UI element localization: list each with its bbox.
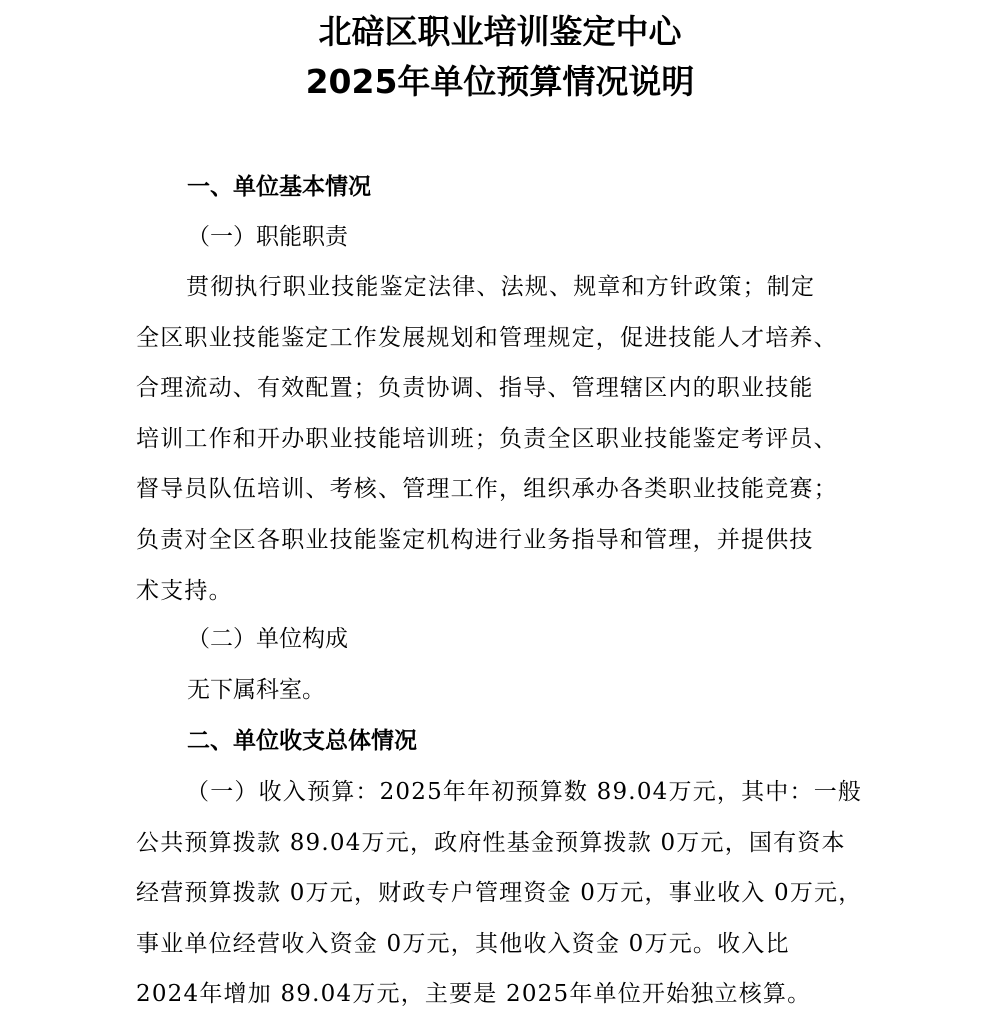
paragraph-line: 全区职业技能鉴定工作发展规划和管理规定，促进技能人才培养、 [136, 324, 838, 351]
paragraph-line: （一）收入预算：2025年年初预算数 89.04万元，其中：一般 [186, 779, 863, 805]
paragraph-line: 合理流动、有效配置；负责协调、指导、管理辖区内的职业技能 [136, 375, 814, 402]
paragraph-line: 事业单位经营收入资金 0万元，其他收入资金 0万元。收入比 [136, 930, 790, 957]
paragraph-line: 负责对全区各职业技能鉴定机构进行业务指导和管理，并提供技 [136, 526, 814, 553]
section1-sub2-text: 无下属科室。 [187, 677, 325, 703]
section1-sub2-heading: （二）单位构成 [187, 626, 348, 652]
paragraph-line: 经营预算拨款 0万元，财政专户管理资金 0万元，事业收入 0万元， [136, 880, 863, 907]
section1-heading: 一、单位基本情况 [187, 174, 371, 200]
paragraph-line: 培训工作和开办职业技能培训班；负责全区职业技能鉴定考评员、 [136, 425, 838, 452]
section2-sub1-paragraph [136, 767, 862, 1020]
section1-sub1-heading: （一）职能职责 [187, 224, 348, 250]
document-title-line2: 2025年单位预算情况说明 [305, 62, 695, 101]
paragraph-line: 公共预算拨款 89.04万元，政府性基金预算拨款 0万元，国有资本 [136, 829, 846, 856]
paragraph-line: 督导员队伍培训、考核、管理工作，组织承办各类职业技能竞赛； [136, 476, 838, 503]
section1-sub1-paragraph [136, 262, 838, 616]
paragraph-line: 术支持。 [136, 577, 233, 604]
section2-heading: 二、单位收支总体情况 [187, 728, 417, 754]
paragraph-line: 贯彻执行职业技能鉴定法律、法规、规章和方针政策；制定 [186, 274, 816, 300]
paragraph-line: 2024年增加 89.04万元，主要是 2025年单位开始独立核算。 [136, 981, 812, 1008]
document-title-line1: 北碚区职业培训鉴定中心 [318, 12, 682, 51]
